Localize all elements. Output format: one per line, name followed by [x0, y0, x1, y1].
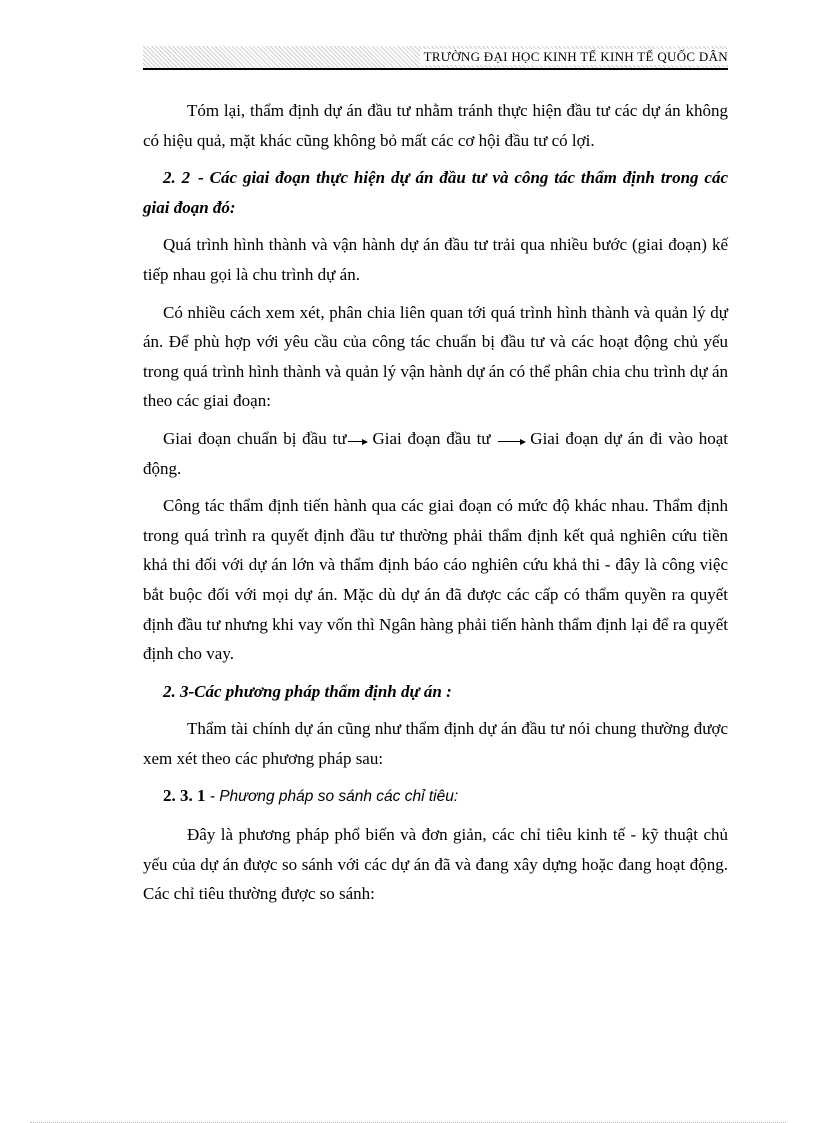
heading-2-2: [143, 163, 728, 222]
paragraph-appraisal-work: Công tác thẩm định tiến hành qua các giai đoạn có mức độ khác nhau. Thẩm định trong quá trình ra quyết định đầu tư thường phải thẩm định kết quả nghiên cứu tiền khả thi đối với dự án lớn và thẩm định báo cáo nghiên cứu khả thi - đây là công việc bắt buộc đối với mọi dự án. Mặc dù dự án đã được các cấp có thẩm quyền ra quyết định đầu tư nhưng khi vay vốn thì Ngân hàng phải tiến hành thẩm định lại để ra quyết định cho vay.: [143, 496, 728, 664]
paragraph-comparison-method: Đây là phương pháp phổ biến và đơn giản, các chỉ tiêu kinh tế - kỹ thuật chủ yếu của dự án được so sánh với các dự án đã và đang xây dựng hoặc đang hoạt động. Các chỉ tiêu thường được so sánh:: [143, 825, 728, 904]
page-header: [143, 46, 728, 70]
paragraph-summary: Tóm lại, thẩm định dự án đầu tư nhằm tránh thực hiện đầu tư các dự án không có hiệu quả, mặt khác cũng không bỏ mất các cơ hội đầu tư có lợi.: [143, 101, 728, 150]
right-arrow-icon: [498, 431, 524, 442]
stage-investment: Giai đoạn đầu tư: [372, 428, 491, 448]
heading-2-3-1: [143, 781, 728, 812]
paragraph-methods-intro: Thẩm tài chính dự án cũng như thẩm định dự án đầu tư nói chung thường được xem xét theo các phương pháp sau:: [143, 719, 728, 768]
header-title: TRƯỜNG ĐẠI HỌC KINH TẾ KINH TẾ QUỐC DÂN: [420, 49, 728, 65]
paragraph-project-cycle: Quá trình hình thành và vận hành dự án đầu tư trải qua nhiều bước (giai đoạn) kế tiếp nhau gọi là chu trình dự án.: [143, 235, 728, 284]
heading-2-2-number: 2. 2: [163, 168, 191, 188]
paragraph-stage-flow: [143, 424, 728, 483]
stage-operation: Giai đoạn dự án đi vào hoạt động.: [143, 428, 728, 478]
document-body: [143, 96, 728, 909]
heading-2-3: 2. 3-Các phương pháp thẩm định dự án :: [163, 681, 452, 701]
stage-preparation: Giai đoạn chuẩn bị đầu tư: [163, 428, 347, 448]
heading-2-3-1-number: 2. 3. 1: [163, 786, 206, 806]
right-arrow-icon: [348, 431, 366, 442]
heading-2-2-text: - Các giai đoạn thực hiện dự án đầu tư và công tác thẩm định trong các giai đoạn đó:: [143, 168, 728, 217]
heading-2-3-1-text: - Phương pháp so sánh các chỉ tiêu:: [209, 788, 459, 806]
paragraph-stage-division: Có nhiều cách xem xét, phân chia liên quan tới quá trình hình thành và quản lý dự án. Để phù hợp với yêu cầu của công tác chuẩn bị đầu tư và các hoạt động chủ yếu trong quá trình hình thành và quản lý vận hành dự án có thể phân chia chu trình dự án theo các giai đoạn:: [143, 302, 728, 411]
